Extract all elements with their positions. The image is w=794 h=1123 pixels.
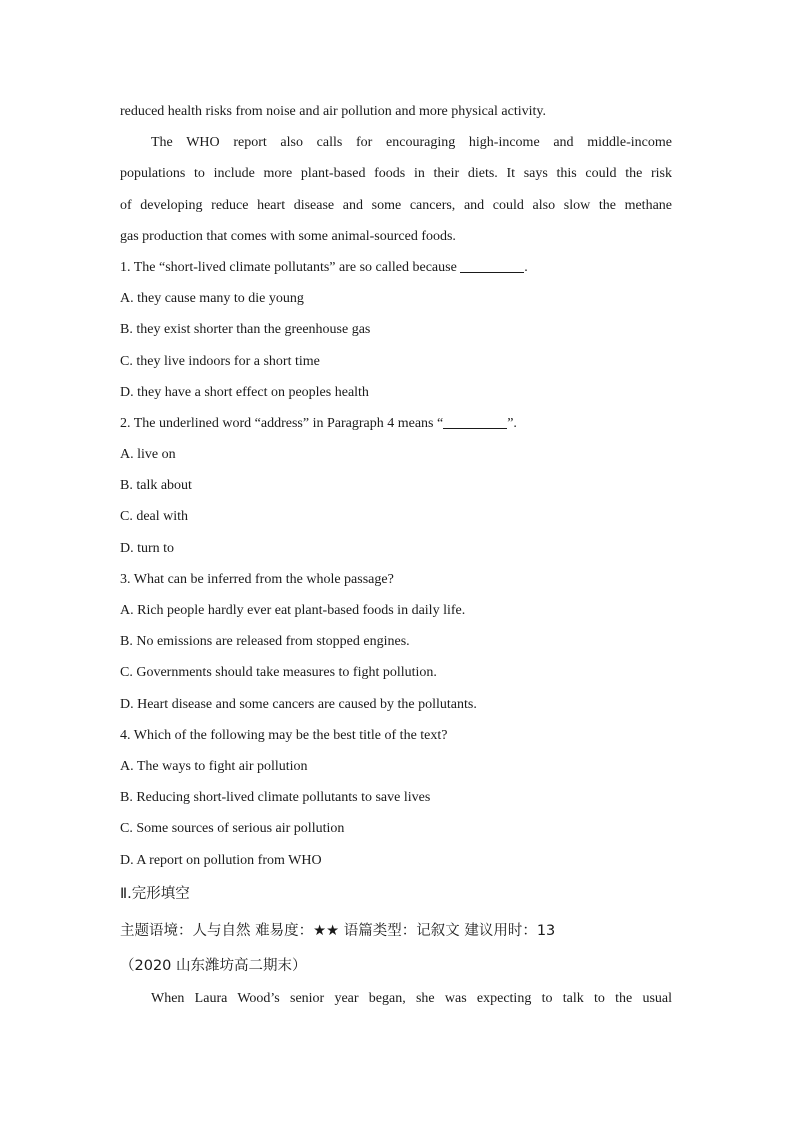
answer-blank [443,412,507,429]
question-3-option-b: B. No emissions are released from stopped engines. [120,634,410,650]
section-source: （2020 山东潍坊高二期末） [120,957,307,974]
paragraph-line: The WHO report also calls for encouraging high-income and middle-income [151,135,672,151]
question-4-option-d: D. A report on pollution from WHO [120,852,322,868]
question-3-option-c: C. Governments should take measures to fight pollution. [120,665,437,681]
question-4-option-c: C. Some sources of serious air pollution [120,821,345,837]
paragraph-line: of developing reduce heart disease and some cancers, and could also slow the methane [120,197,672,213]
question-1-option-c: C. they live indoors for a short time [120,353,320,369]
document-page [120,96,672,1014]
question-3-option-a: A. Rich people hardly ever eat plant-based foods in daily life. [120,603,466,618]
question-3-stem: 3. What can be inferred from the whole passage? [120,571,394,587]
answer-blank [460,256,524,273]
question-2-option-b: B. talk about [120,478,192,494]
question-4-stem: 4. Which of the following may be the best title of the text? [120,727,448,743]
question-1-option-a: A. they cause many to die young [120,291,304,307]
question-2-option-c: C. deal with [120,509,189,525]
question-4-option-b: B. Reducing short-lived climate pollutants to save lives [120,790,431,806]
question-2-option-d: D. turn to [120,540,175,556]
question-2-option-a: A. live on [120,447,176,463]
question-1-option-b: B. they exist shorter than the greenhouse gas [120,322,371,338]
paragraph-line: populations to include more plant-based foods in their diets. It says this could the risk [120,166,672,182]
question-4-option-a: A. The ways to fight air pollution [120,758,308,774]
question-1-stem: 1. The “short-lived climate pollutants” are so called because . [120,252,672,283]
question-2-stem: 2. The underlined word “address” in Paragraph 4 means “ ”. [120,408,672,439]
question-3-option-d: D. Heart disease and some cancers are caused by the pollutants. [120,696,477,712]
paragraph-line: When Laura Wood’s senior year began, she was expecting to talk to the usual [151,990,672,1006]
section-meta: 主题语境：人与自然 难易度：★★ 语篇类型：记叙文 建议用时：13 [120,922,556,939]
question-1-option-d: D. they have a short effect on peoples health [120,384,369,400]
paragraph-tail: reduced health risks from noise and air pollution and more physical activity. [120,104,546,119]
paragraph-line: gas production that comes with some animal-sourced foods. [120,228,456,244]
section-heading: Ⅱ.完形填空 [120,885,190,902]
